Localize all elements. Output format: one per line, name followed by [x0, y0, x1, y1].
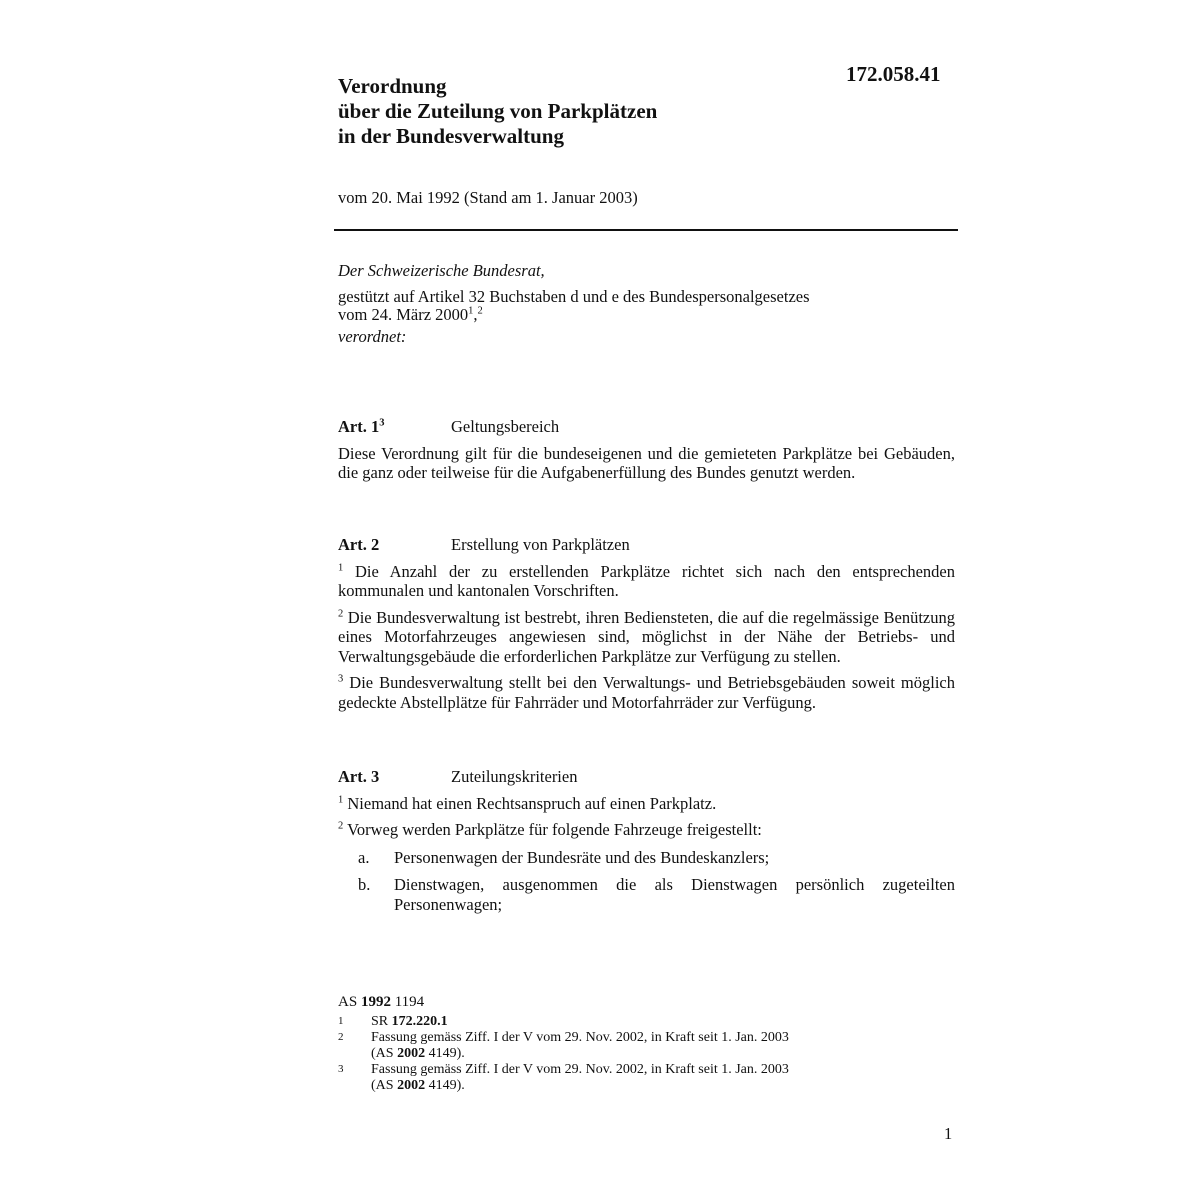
- authority: Der Schweizerische Bundesrat,: [338, 261, 545, 280]
- footnote-separator: ,: [473, 305, 478, 324]
- paragraph-text: Niemand hat einen Rechtsanspruch auf einen Parkplatz.: [347, 793, 717, 813]
- page-number: 1: [944, 1124, 953, 1143]
- footnote-number: 3: [338, 1063, 344, 1075]
- paragraph-number: 1: [338, 794, 344, 805]
- footnote-as-open: (AS: [371, 1046, 398, 1061]
- paragraph-text: Die Anzahl der zu erstellenden Parkplätze richtet sich nach den entsprechenden kommunalen und kantonalen Vorschriften.: [338, 561, 956, 600]
- footnote-as-rest: 4149).: [425, 1046, 465, 1061]
- footnotes: [338, 994, 878, 1094]
- paragraph-number: 2: [338, 820, 344, 832]
- footnote-text: SR: [371, 1014, 392, 1029]
- footnote-ref-2[interactable]: 2: [477, 305, 483, 317]
- document-date: vom 20. Mai 1992 (Stand am 1. Januar 2003): [338, 188, 638, 207]
- title-line-3: in der Bundesverwaltung: [338, 124, 564, 148]
- footnote-ref-3[interactable]: 3: [379, 417, 385, 429]
- article-3-paragraph-2: [338, 820, 955, 840]
- footnote-number: 1: [338, 1015, 344, 1027]
- article-1-text: Diese Verordnung gilt für die bundeseigenen und die gemieteten Parkplätze bei Gebäuden, die ganz oder teilweise für die Aufgabenerfüllung des Bundes genutzt werden.: [338, 443, 955, 482]
- legal-basis-line-1: gestützt auf Artikel 32 Buchstaben d und e des Bundespersonalgesetzes: [338, 287, 810, 306]
- footnote-3: [338, 1062, 878, 1094]
- article-2: [338, 535, 955, 712]
- article-1: [338, 417, 955, 483]
- footnote-number: 2: [338, 1031, 344, 1043]
- paragraph-number: 2: [338, 608, 344, 619]
- document-title: [338, 74, 657, 149]
- footnote-1: [338, 1014, 878, 1030]
- article-3: [338, 767, 955, 914]
- paragraph-text: Die Bundesverwaltung ist bestrebt, ihren Bediensteten, die auf die regelmässige Benützung eines Motorfahrzeuges angewiesen sind, möglichst in der Nähe der Betriebs- und Verwaltungsgebäude die erforderlichen Parkplätze zur Verfügung zu stellen.: [338, 607, 956, 666]
- paragraph-number: 3: [338, 673, 344, 685]
- footnote-text: Fassung gemäss Ziff. I der V vom 29. Nov. 2002, in Kraft seit 1. Jan. 2003: [371, 1030, 789, 1045]
- footnote-text: Fassung gemäss Ziff. I der V vom 29. Nov. 2002, in Kraft seit 1. Jan. 2003: [371, 1062, 789, 1077]
- list-item-label: a.: [358, 847, 370, 867]
- article-1-heading: [338, 417, 955, 437]
- title-line-2: über die Zuteilung von Parkplätzen: [338, 99, 658, 123]
- article-1-title: Geltungsbereich: [451, 417, 560, 436]
- article-2-title: Erstellung von Parkplätzen: [451, 535, 630, 554]
- as-prefix: AS: [338, 994, 361, 1010]
- official-collection-ref: [338, 994, 878, 1010]
- paragraph-text: Vorweg werden Parkplätze für folgende Fahrzeuge freigestellt:: [347, 820, 762, 839]
- article-1-number: Art. 1: [338, 417, 380, 436]
- article-2-paragraph-1: [338, 562, 955, 601]
- footnote-sr-ref[interactable]: 172.220.1: [391, 1014, 448, 1029]
- footnote-2: [338, 1030, 878, 1062]
- preamble: [338, 262, 958, 346]
- list-item-label: b.: [358, 875, 371, 894]
- footnote-ref-1[interactable]: 1: [468, 305, 474, 317]
- article-3-number: Art. 3: [338, 767, 380, 786]
- list-item-a: [338, 848, 955, 868]
- article-3-heading: [338, 767, 955, 787]
- as-page: 1194: [390, 994, 425, 1010]
- footnote-as-year: 2002: [397, 1078, 426, 1093]
- article-2-paragraph-2: [338, 608, 955, 667]
- sr-number: 172.058.41: [846, 62, 941, 86]
- list-item-b: [338, 875, 955, 914]
- title-line-1: Verordnung: [338, 74, 447, 98]
- paragraph-text: Die Bundesverwaltung stellt bei den Verwaltungs- und Betriebsgebäuden soweit möglich gedeckte Abstellplätze für Fahrräder und Motorfahrräder zur Verfügung.: [338, 673, 956, 712]
- legal-basis: [338, 288, 958, 324]
- article-3-paragraph-1: [338, 794, 955, 814]
- as-year: 1992: [360, 994, 391, 1010]
- footnote-as-rest: 4149).: [425, 1078, 465, 1093]
- header-divider: [334, 229, 958, 231]
- legal-basis-line-2: [338, 306, 958, 324]
- footnote-as-open: (AS: [371, 1078, 398, 1093]
- legal-basis-date: vom 24. März 2000: [338, 305, 469, 324]
- decrees: verordnet:: [338, 327, 407, 346]
- article-2-number: Art. 2: [338, 535, 380, 554]
- article-3-title: Zuteilungskriterien: [451, 767, 578, 786]
- article-2-heading: [338, 535, 955, 555]
- footnote-as-year: 2002: [397, 1046, 426, 1061]
- list-item-text: Dienstwagen, ausgenommen die als Dienstwagen persönlich zugeteilten Personenwagen;: [394, 875, 955, 914]
- paragraph-number: 1: [338, 562, 344, 573]
- list-item-text: Personenwagen der Bundesräte und des Bundeskanzlers;: [394, 847, 770, 867]
- article-2-paragraph-3: [338, 673, 955, 712]
